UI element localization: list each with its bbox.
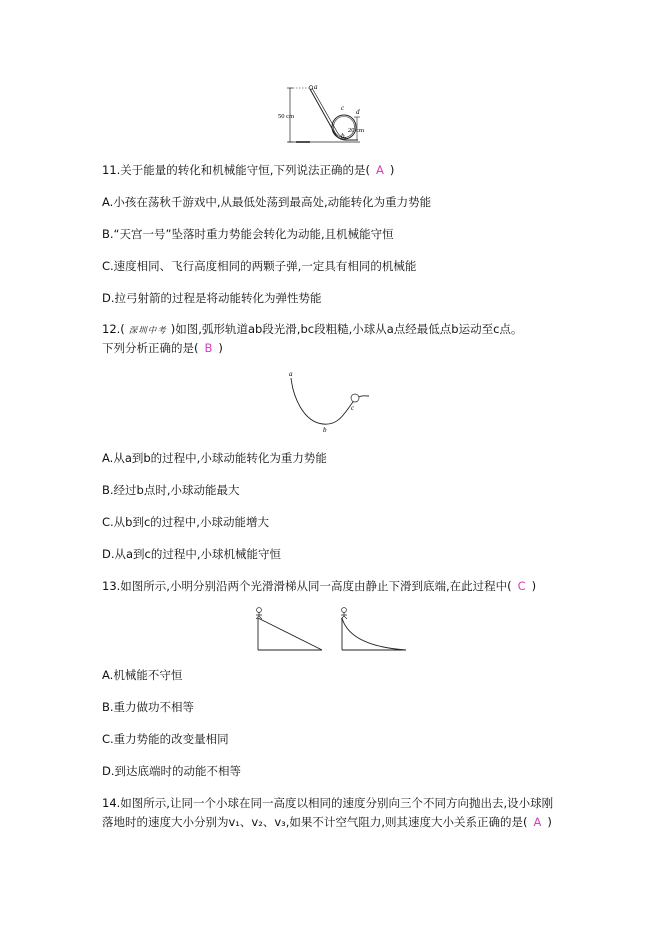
q12-answer: B xyxy=(204,341,213,355)
q13-option-b: B.重力做功不相等 xyxy=(102,700,195,714)
arc-track-figure xyxy=(287,366,373,436)
q12-option-c: C.从b到c的过程中,小球动能增大 xyxy=(102,515,269,529)
q12-option-d: D.从a到c的过程中,小球机械能守恒 xyxy=(102,547,282,561)
q11-stem: 11.关于能量的转化和机械能守恒,下列说法正确的是( A ) xyxy=(102,163,395,177)
q13-option-c: C.重力势能的改变量相同 xyxy=(102,732,229,746)
point-a: a xyxy=(314,83,318,91)
small-height-label: 20 cm xyxy=(348,127,365,134)
q13-option-a: A.机械能不守恒 xyxy=(102,668,183,682)
q12-option-b: B.经过b点时,小球动能最大 xyxy=(102,483,240,497)
q11-option-c: C.速度相同、飞行高度相同的两颗子弹,一定具有相同的机械能 xyxy=(102,259,417,273)
q11-answer: A xyxy=(375,163,384,177)
q11-option-a: A.小孩在荡秋千游戏中,从最低处荡到最高处,动能转化为重力势能 xyxy=(102,195,432,209)
q13-option-d: D.到达底端时的动能不相等 xyxy=(102,764,242,778)
q12-stem-line1: 12.( 深圳中考 )如图,弧形轨道ab段光滑,bc段粗糙,小球从a点经最低点b运动至c点。 xyxy=(102,322,523,336)
q14-answer: A xyxy=(533,815,542,829)
q11-option-d: D.拉弓射箭的过程是将动能转化为弹性势能 xyxy=(102,291,322,305)
point-c: c xyxy=(341,104,345,112)
q12-stem-line2: 下列分析正确的是( B ) xyxy=(102,341,223,355)
loop-track-figure xyxy=(278,83,365,146)
q14-stem-line2: 落地时的速度大小分别为v₁、v₂、v₃,如果不计空气阻力,则其速度大小关系正确的是( A ) xyxy=(102,815,552,829)
point-b: b xyxy=(341,132,345,140)
slides-figure xyxy=(250,604,410,654)
q12-source-stamp: 深圳中考 xyxy=(128,326,167,336)
q14-stem-line1: 14.如图所示,让同一个小球在同一高度以相同的速度分别向三个不同方向抛出去,设小球刚 xyxy=(102,796,554,810)
q11-option-b: B.“天宫一号”坠落时重力势能会转化为动能,且机械能守恒 xyxy=(102,227,394,241)
q13-answer: C xyxy=(517,579,526,593)
point-b: b xyxy=(323,426,327,434)
q12-option-a: A.从a到b的过程中,小球动能转化为重力势能 xyxy=(102,451,327,465)
point-d: d xyxy=(356,108,360,116)
point-c: c xyxy=(351,404,355,412)
height-label: 50 cm xyxy=(278,113,295,120)
q13-stem: 13.如图所示,小明分别沿两个光滑滑梯从同一高度由静止下滑到底端,在此过程中( C ) xyxy=(102,579,537,593)
point-a: a xyxy=(289,370,293,378)
